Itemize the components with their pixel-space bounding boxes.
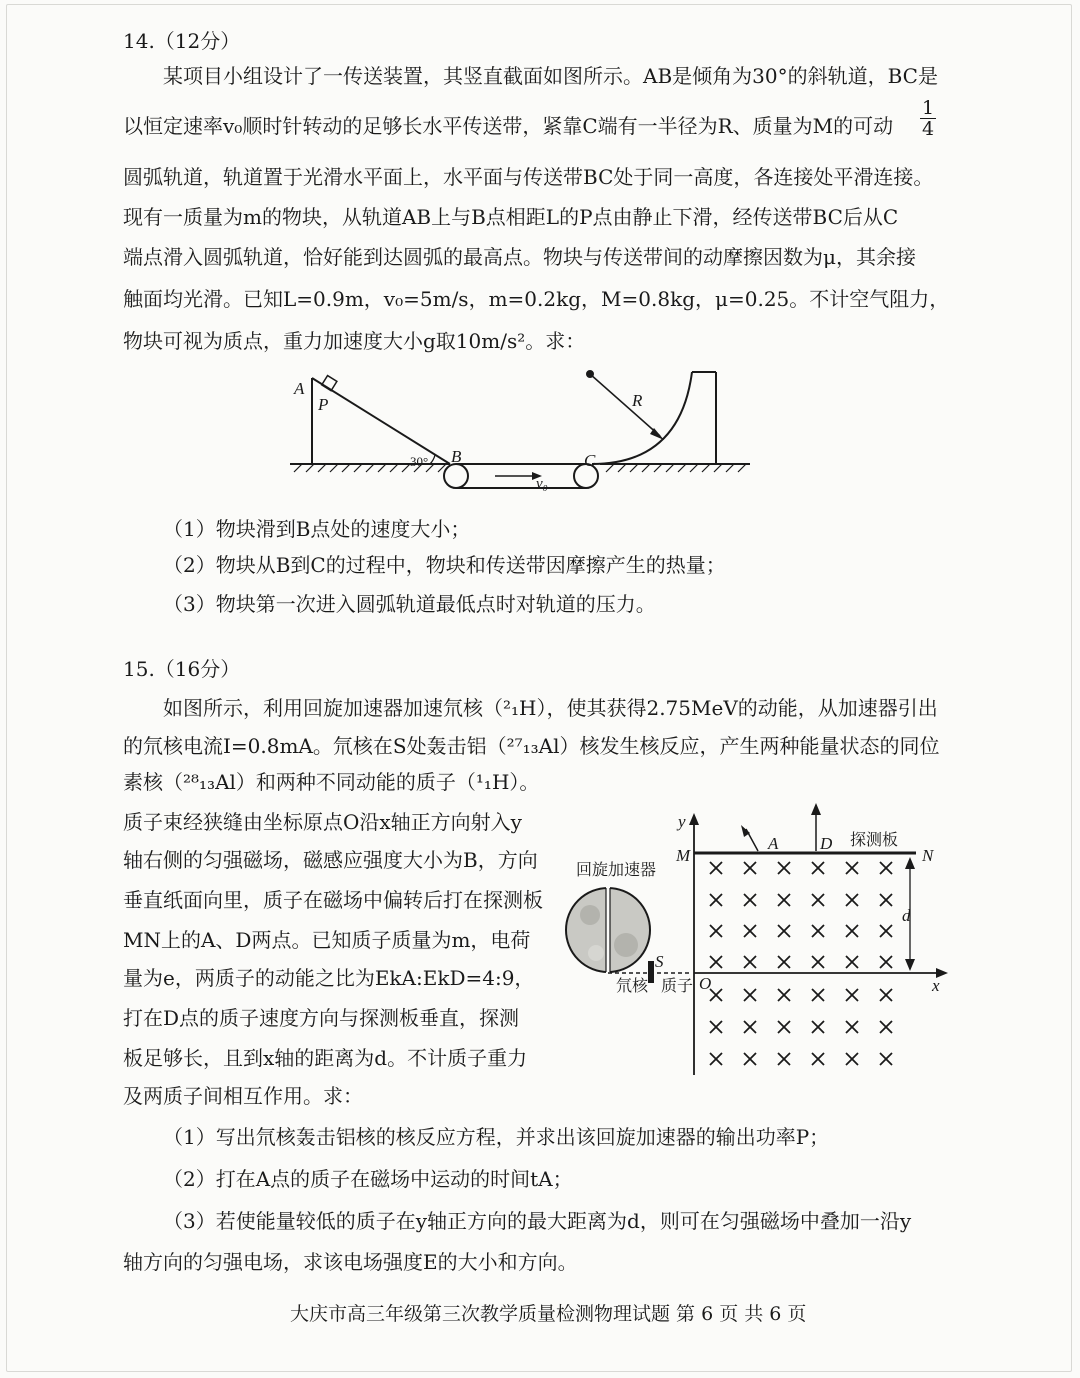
q14-line-1: 某项目小组设计了一传送装置，其竖直截面如图所示。AB是倾角为30°的斜轨道，BC是 [163, 64, 938, 88]
q14-line-5: 端点滑入圆弧轨道，恰好能到达圆弧的最高点。物块与传送带间的动摩擦因数为μ，其余接 [123, 245, 916, 269]
fig15-label-y: y [678, 812, 686, 831]
q15-line-9: 打在D点的质子速度方向与探测板垂直，探测 [123, 1006, 520, 1030]
q15-line-6: 垂直纸面向里，质子在磁场中偏转后打在探测板 [123, 888, 543, 912]
fig15-label-x: x [932, 976, 940, 995]
q15-line-3: 素核（²⁸₁₃Al）和两种不同动能的质子（¹₁H）。 [123, 770, 540, 794]
cyclotron [566, 887, 650, 973]
target-s [648, 961, 654, 983]
proton-d-arrowhead [811, 803, 821, 815]
q14-line-4: 现有一质量为m的物块，从轨道AB上与B点相距L的P点由静止下滑，经传送带BC后从C [123, 205, 899, 229]
deuteron-label: 氘核 [616, 978, 649, 995]
distance-d-arrow-down [905, 959, 915, 971]
fig14-label-v0: v₀ [536, 476, 548, 492]
quarter-arc-track [592, 372, 692, 464]
q15-sub-3: （3）若使能量较低的质子在y轴正方向的最大距离为d，则可在匀强磁场中叠加一沿y [163, 1209, 912, 1233]
q14-line-3: 圆弧轨道，轨道置于光滑水平面上，水平面与传送带BC处于同一高度，各连接处平滑连接。 [123, 165, 934, 189]
q15-line-7: MN上的A、D两点。已知质子质量为m，电荷 [123, 928, 531, 952]
fig15-label-distance: d [902, 906, 911, 925]
fig15-label-o: O [699, 974, 712, 993]
detector-label: 探测板 [850, 832, 899, 849]
q14-line-7: 物块可视为质点，重力加速度大小g取10m/s²。求： [123, 329, 586, 353]
fig14-label-r: R [632, 391, 643, 410]
q15-line-1: 如图所示，利用回旋加速器加速氘核（²₁H），使其获得2.75MeV的动能，从加速器引出 [163, 696, 938, 720]
q14-sub-2: （2）物块从B到C的过程中，物块和传送带因摩擦产生的热量； [163, 553, 726, 577]
q15-line-4: 质子束经狭缝由坐标原点O沿x轴正方向射入y [123, 810, 522, 834]
angle-arc [430, 455, 435, 464]
fig14-label-c: C [584, 451, 596, 470]
magnetic-field-figure [560, 795, 960, 1080]
radius-line [590, 374, 660, 436]
y-axis-arrow [689, 813, 699, 825]
fig15-label-n: N [922, 846, 934, 865]
q15-line-2: 的氘核电流I=0.8mA。氘核在S处轰击铝（²⁷₁₃Al）核发生核反应，产生两种能量状态的同位 [123, 734, 940, 758]
q14-title: 14.（12分） [123, 29, 241, 53]
quarter-fraction [920, 98, 936, 139]
q15-title: 15.（16分） [123, 657, 241, 681]
incline-slope [312, 378, 450, 464]
distance-d-arrow-up [905, 857, 915, 869]
q14-line-6: 触面均光滑。已知L=0.9m，v₀=5m/s，m=0.2kg，M=0.8kg，μ=0.25。不计空气阻力， [123, 287, 950, 311]
proton-label: 质子 [661, 978, 694, 995]
fig15-label-d: D [820, 834, 833, 853]
cyclotron-label: 回旋加速器 [576, 862, 657, 879]
q15-line-10: 板足够长，且到x轴的距离为d。不计质子重力 [123, 1046, 528, 1070]
roller-left [444, 464, 468, 488]
fig15-label-a: A [768, 834, 779, 853]
conveyor-figure [280, 360, 760, 500]
q14-line-2: 以恒定速率v₀顺时针转动的足够长水平传送带，紧靠C端有一半径为R、质量为M的可动 [123, 114, 894, 138]
q15-line-8: 量为e，两质子的动能之比为EkA:EkD=4:9， [123, 966, 535, 990]
fraction-denominator: 4 [922, 118, 935, 140]
q15-sub-1: （1）写出氘核轰击铝核的核反应方程，并求出该回旋加速器的输出功率P； [163, 1125, 830, 1149]
fig15-label-m: M [676, 846, 691, 865]
fig14-label-b: B [451, 447, 462, 466]
ground-hatching [294, 464, 746, 472]
magnetic-field-crosses [710, 862, 892, 1065]
page-footer: 大庆市高三年级第三次教学质量检测物理试题 第 6 页 共 6 页 [290, 1303, 807, 1325]
q15-line-11: 及两质子间相互作用。求： [123, 1084, 363, 1108]
fig15-label-s: S [655, 952, 664, 971]
fig14-label-angle: 30° [410, 454, 429, 469]
arc-center-dot [587, 371, 593, 377]
fig14-label-a: A [294, 379, 305, 398]
q15-line-5: 轴右侧的匀强磁场，磁感应强度大小为B，方向 [123, 848, 538, 872]
q14-sub-3: （3）物块第一次进入圆弧轨道最低点时对轨道的压力。 [163, 592, 656, 616]
q14-sub-1: （1）物块滑到B点处的速度大小； [163, 517, 471, 541]
fraction-numerator: 1 [922, 97, 935, 119]
q15-sub-3-cont: 轴方向的匀强电场，求该电场强度E的大小和方向。 [123, 1250, 578, 1274]
fig14-label-p: P [318, 395, 329, 414]
q15-sub-2: （2）打在A点的质子在磁场中运动的时间tA； [163, 1167, 573, 1191]
